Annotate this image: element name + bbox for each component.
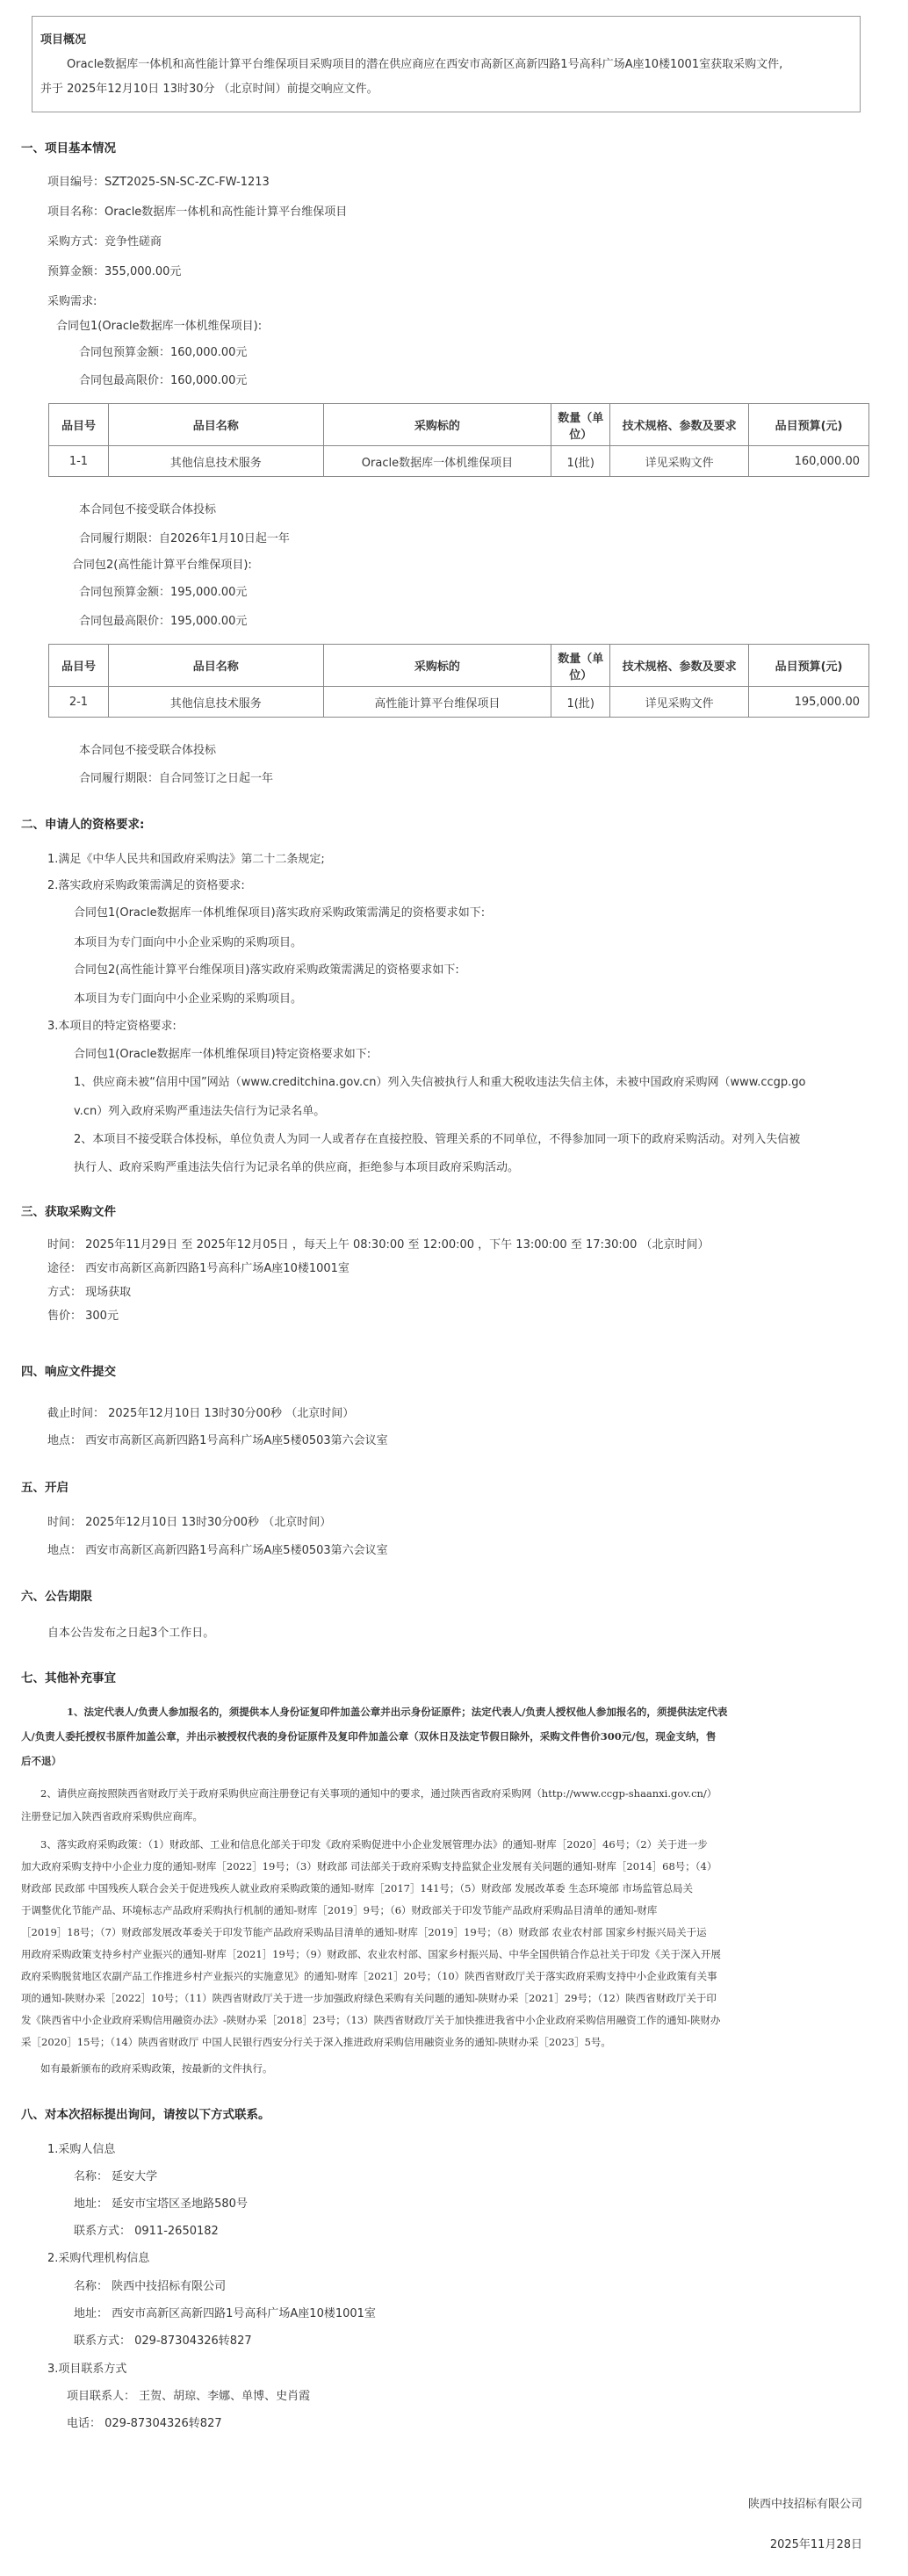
supplement-1-line-3: 后不退） (21, 1755, 61, 1767)
package-1-note-joint: 本合同包不接受联合体投标 (79, 503, 217, 516)
supplement-1-line-2: 人/负责人委托授权书原件加盖公章，并出示被授权代表的身份证原件及复印件加盖公章（双休日及法定节假日除外，采购文件售价300元/包，现金支纳，售 (21, 1730, 717, 1743)
header-budget: 品目预算(元) (749, 404, 869, 446)
obtain-place: 途径： 西安市高新区高新四路1号高科广场A座10楼1001室 (47, 1262, 350, 1275)
section-7-title: 七、其他补充事宜 (21, 1671, 116, 1685)
header-quantity: 数量（单 位） (551, 645, 610, 687)
agency-info-title: 2.采购代理机构信息 (47, 2252, 150, 2265)
section-5-title: 五、开启 (21, 1481, 68, 1495)
header-spec: 技术规格、参数及要求 (610, 404, 749, 446)
qualification-pkg1-specific: 合同包1(Oracle数据库一体机维保项目)特定资格要求如下: (74, 1048, 371, 1061)
package-2-table (48, 644, 869, 718)
table-row (49, 687, 869, 718)
supplement-4: 如有最新颁布的政府采购政策，按最新的文件执行。 (40, 2062, 273, 2075)
supplement-3-line-2: 加大政府采购支持中小企业力度的通知-财库［2022］19号；（3）财政部 司法部关于政府采购支持监狱企业发展有关问题的通知-财库［2014］68号；（4） (21, 1860, 717, 1872)
header-spec: 技术规格、参数及要求 (610, 645, 749, 687)
supplement-3-line-7: 政府采购脱贫地区农副产品工作推进乡村产业振兴的实施意见》的通知-财库［2021］20号；（10）陕西省财政厅关于落实政府采购支持中小企业政策有关事 (21, 1970, 717, 1982)
purchaser-contact: 联系方式： 0911-2650182 (74, 2225, 219, 2238)
header-item-name: 品目名称 (108, 645, 323, 687)
procurement-demand: 采购需求: (47, 295, 97, 308)
supplement-1-line-1: 1、法定代表人/负责人参加报名的，须提供本人身份证复印件加盖公章并出示身份证原件；法定代表人/负责人授权他人参加报名的，须提供法定代表 (67, 1706, 728, 1718)
qualification-credit-2: v.cn）列入政府采购严重违法失信行为记录名单。 (74, 1105, 326, 1118)
package-1-note-term: 合同履行期限：自2026年1月10日起一年 (79, 532, 290, 545)
obtain-way: 方式： 现场获取 (47, 1286, 132, 1299)
qualification-pkg1-policy: 合同包1(Oracle数据库一体机维保项目)落实政府采购政策需满足的资格要求如下: (74, 906, 486, 920)
cell-subject: 高性能计算平台维保项目 (323, 687, 551, 718)
supplement-3-line-4: 于调整优化节能产品、环境标志产品政府采购执行机制的通知-财库［2019］9号；（6）财政部关于印发节能产品政府采购品目清单的通知-财库 (21, 1904, 658, 1916)
submit-place: 地点： 西安市高新区高新四路1号高科广场A座5楼0503第六会议室 (47, 1434, 388, 1447)
package-2-max: 合同包最高限价：195,000.00元 (79, 615, 248, 628)
header-item-name: 品目名称 (108, 404, 323, 446)
supplement-2-line-2: 注册登记加入陕西省政府采购供应商库。 (21, 1810, 203, 1822)
package-1-table (48, 403, 869, 477)
opening-time: 时间： 2025年12月10日 13时30分00秒 （北京时间） (47, 1516, 332, 1529)
cell-item-name: 其他信息技术服务 (108, 687, 323, 718)
supplement-3-line-1: 3、落实政府采购政策：（1）财政部、工业和信息化部关于印发《政府采购促进中小企业发展管理办法》的通知-财库［2020］46号；（2）关于进一步 (40, 1838, 708, 1851)
package-2-note-joint: 本合同包不接受联合体投标 (79, 744, 217, 757)
supplement-3-line-5: ［2019］18号；（7）财政部发展改革委关于印发节能产品政府采购品目清单的通知-财库［2019］19号；（8）财政部 农业农村部 国家乡村振兴局关于运 (21, 1926, 707, 1938)
package-2-title: 合同包2(高性能计算平台维保项目): (72, 559, 252, 572)
section-1-title: 一、项目基本情况 (21, 141, 116, 155)
qualification-credit-1: 1、供应商未被“信用中国”网站（www.creditchina.gov.cn）列入失信被执行人和重大税收违法失信主体，未被中国政府采购网（www.ccgp.go (74, 1076, 806, 1089)
qualification-pkg1-sme: 本项目为专门面向中小企业采购的采购项目。 (74, 936, 303, 949)
cell-quantity: 1(批) (551, 446, 610, 477)
purchaser-info-title: 1.采购人信息 (47, 2143, 116, 2156)
package-1-budget: 合同包预算金额：160,000.00元 (79, 346, 248, 359)
project-contact-phone: 电话： 029-87304326转827 (67, 2417, 222, 2430)
header-budget: 品目预算(元) (749, 645, 869, 687)
footer-company: 陕西中技招标有限公司 (747, 2498, 862, 2511)
section-4-title: 四、响应文件提交 (21, 1365, 116, 1379)
overview-line-1: Oracle数据库一体机和高性能计算平台维保项目采购项目的潜在供应商应在西安市高新区高新四路1号高科广场A座10楼1001室获取采购文件, (67, 58, 783, 71)
opening-place: 地点： 西安市高新区高新四路1号高科广场A座5楼0503第六会议室 (47, 1544, 388, 1557)
agency-address: 地址： 西安市高新区高新四路1号高科广场A座10楼1001室 (74, 2307, 376, 2320)
cell-item-name: 其他信息技术服务 (108, 446, 323, 477)
qualification-3: 3.本项目的特定资格要求: (47, 1020, 177, 1033)
submit-deadline: 截止时间： 2025年12月10日 13时30分00秒 （北京时间） (47, 1407, 355, 1420)
package-2-budget: 合同包预算金额：195,000.00元 (79, 586, 248, 599)
supplement-3-line-8: 项的通知-陕财办采［2022］10号；（11）陕西省财政厅关于进一步加强政府绿色采购有关问题的通知-陕财办采［2021］29号；（12）陕西省财政厅关于印 (21, 1992, 717, 2004)
obtain-price: 售价： 300元 (47, 1310, 119, 1323)
cell-item-no: 2-1 (49, 687, 109, 718)
overview-line-2: 并于 2025年12月10日 13时30分 （北京时间）前提交响应文件。 (40, 83, 378, 96)
cell-budget: 160,000.00 (749, 446, 869, 477)
cell-budget: 195,000.00 (749, 687, 869, 718)
header-item-no: 品目号 (49, 645, 109, 687)
table-header-row (49, 404, 869, 446)
qualification-1: 1.满足《中华人民共和国政府采购法》第二十二条规定; (47, 853, 325, 866)
table-header-row (49, 645, 869, 687)
package-1-max: 合同包最高限价：160,000.00元 (79, 374, 248, 387)
header-subject: 采购标的 (323, 645, 551, 687)
section-6-title: 六、公告期限 (21, 1590, 92, 1604)
project-name: 项目名称：Oracle数据库一体机和高性能计算平台维保项目 (47, 206, 348, 219)
section-8-title: 八、对本次招标提出询问，请按以下方式联系。 (21, 2108, 270, 2122)
qualification-joint-2: 执行人、政府采购严重违法失信行为记录名单的供应商，拒绝参与本项目政府采购活动。 (74, 1161, 520, 1174)
cell-quantity: 1(批) (551, 687, 610, 718)
cell-item-no: 1-1 (49, 446, 109, 477)
qualification-2: 2.落实政府采购政策需满足的资格要求: (47, 879, 245, 892)
header-quantity: 数量（单 位） (551, 404, 610, 446)
package-1-title: 合同包1(Oracle数据库一体机维保项目): (56, 320, 263, 333)
agency-contact: 联系方式： 029-87304326转827 (74, 2334, 252, 2348)
supplement-3-line-6: 用政府采购政策支持乡村产业振兴的通知-财库［2021］19号；（9）财政部、农业农村部、国家乡村振兴局、中华全国供销合作总社关于印发《关于深入开展 (21, 1948, 721, 1960)
project-number: 项目编号：SZT2025-SN-SC-ZC-FW-1213 (47, 176, 270, 189)
overview-title: 项目概况 (40, 33, 87, 47)
purchaser-address: 地址： 延安市宝塔区圣地路580号 (74, 2197, 248, 2211)
qualification-pkg2-policy: 合同包2(高性能计算平台维保项目)落实政府采购政策需满足的资格要求如下: (74, 963, 459, 977)
supplement-3-line-9: 发《陕西省中小企业政府采购信用融资办法》-陕财办采［2018］23号；（13）陕西省财政厅关于加快推进我省中小企业政府采购信用融资工作的通知-陕财办 (21, 2014, 721, 2026)
supplement-3-line-3: 财政部 民政部 中国残疾人联合会关于促进残疾人就业政府采购政策的通知-财库［2017］141号；（5）财政部 发展改革委 生态环境部 市场监管总局关 (21, 1882, 693, 1894)
cell-spec: 详见采购文件 (610, 446, 749, 477)
section-2-title: 二、申请人的资格要求: (21, 818, 145, 832)
notice-period: 自本公告发布之日起3个工作日。 (47, 1627, 215, 1640)
header-item-no: 品目号 (49, 404, 109, 446)
purchaser-name: 名称： 延安大学 (74, 2170, 158, 2183)
section-3-title: 三、获取采购文件 (21, 1205, 116, 1219)
table-row (49, 446, 869, 477)
supplement-3-line-10: 采［2020］15号；（14）陕西省财政厅 中国人民银行西安分行关于深入推进政府采购信用融资业务的通知-陕财办采［2023］5号。 (21, 2036, 611, 2048)
project-contact-title: 3.项目联系方式 (47, 2363, 127, 2376)
qualification-pkg2-sme: 本项目为专门面向中小企业采购的采购项目。 (74, 992, 303, 1006)
cell-subject: Oracle数据库一体机维保项目 (323, 446, 551, 477)
cell-spec: 详见采购文件 (610, 687, 749, 718)
supplement-2-line-1: 2、请供应商按照陕西省财政厅关于政府采购供应商注册登记有关事项的通知中的要求，通过陕西省政府采购网（http://www.ccgp-shaanxi.gov.cn/） (40, 1787, 717, 1800)
footer-date: 2025年11月28日 (769, 2538, 862, 2551)
procurement-method: 采购方式：竞争性磋商 (47, 235, 162, 249)
agency-name: 名称： 陕西中技招标有限公司 (74, 2280, 227, 2293)
budget-amount: 预算金额：355,000.00元 (47, 265, 182, 278)
package-2-note-term: 合同履行期限：自合同签订之日起一年 (79, 772, 274, 785)
header-subject: 采购标的 (323, 404, 551, 446)
obtain-time: 时间： 2025年11月29日 至 2025年12月05日 ，每天上午 08:30:00 至 12:00:00 ，下午 13:00:00 至 17:30:00 （北京时间） (47, 1238, 710, 1252)
project-contact-people: 项目联系人： 王贺、胡琼、李娜、单博、史肖霞 (67, 2390, 311, 2403)
qualification-joint-1: 2、本项目不接受联合体投标，单位负责人为同一人或者存在直接控股、管理关系的不同单位，不得参加同一项下的政府采购活动。对列入失信被 (74, 1133, 801, 1146)
